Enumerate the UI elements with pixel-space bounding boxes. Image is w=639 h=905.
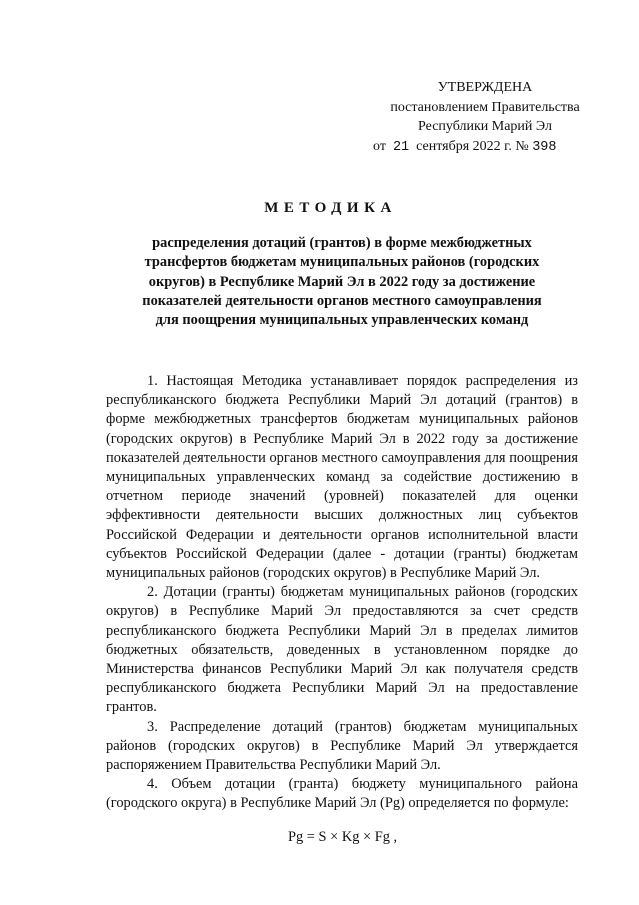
subtitle-line: показателей деятельности органов местного самоуправления <box>142 292 542 309</box>
paragraph-2: 2. Дотации (гранты) бюджетам муниципальных районов (городских округов) в Республике Марий Эл предоставляются за счет средств республиканского бюджета Республики Марий Эл в пределах лимитов бюджетных обязательств, доведенных в установленном порядке до Министерства финансов Республики Марий Эл как получателя средств республиканского бюджета Республики Марий Эл на предоставление грантов. <box>106 584 578 716</box>
approval-line-republic: Республики Марий Эл <box>418 119 552 134</box>
approval-date-line <box>360 137 610 158</box>
subtitle-line: для поощрения муниципальных управленческих команд <box>155 312 529 329</box>
approval-date-middle: сентября 2022 г. № <box>416 138 529 154</box>
approval-stamp <box>360 78 610 157</box>
paragraph-1: 1. Настоящая Методика устанавливает порядок распределения из республиканского бюджета Республики Марий Эл дотаций (грантов) в форме межбюджетных трансфертов бюджетам муниципальных районов (городских округов) в Республике Марий Эл в 2022 году за достижение показателей деятельности органов местного самоуправления для поощрения муниципальных управленческих команд за содействие достижению в отчетном периоде значений (уровней) показателей для оценки эффективности деятельности высших должностных лиц субъектов Российской Федерации и деятельности органов исполнительной власти субъектов Российской Федерации (далее - дотации (гранты) бюджетам муниципальных районов (городских округов) в Республике Марий Эл. <box>106 373 578 582</box>
approval-number: 398 <box>532 139 557 155</box>
approval-heading: УТВЕРЖДЕНА <box>437 80 533 95</box>
document-title: МЕТОДИКА <box>264 200 397 216</box>
subtitle-line: округов) в Республике Марий Эл в 2022 году за достижение <box>148 273 536 290</box>
subtitle-line: распределения дотаций (грантов) в форме межбюджетных <box>152 235 532 251</box>
approval-day: 21 <box>392 139 410 155</box>
document-subtitle <box>96 234 588 330</box>
approval-line-government: постановлением Правительства <box>390 99 580 115</box>
paragraph-3: 3. Распределение дотаций (грантов) бюджетам муниципальных районов (городских округов) в Республике Марий Эл утверждается распоряжением Правительства Республики Марий Эл. <box>106 718 578 774</box>
document-body <box>106 372 578 814</box>
subtitle-line: трансфертов бюджетам муниципальных районов (городских <box>144 254 540 271</box>
formula: Pg = S × Kg × Fg , <box>288 829 398 845</box>
paragraph-4: 4. Объем дотации (гранта) бюджету муниципального района (городского округа) в Республике Марий Эл (Pg) определяется по формуле: <box>106 776 578 812</box>
approval-date-prefix: от <box>373 138 386 154</box>
